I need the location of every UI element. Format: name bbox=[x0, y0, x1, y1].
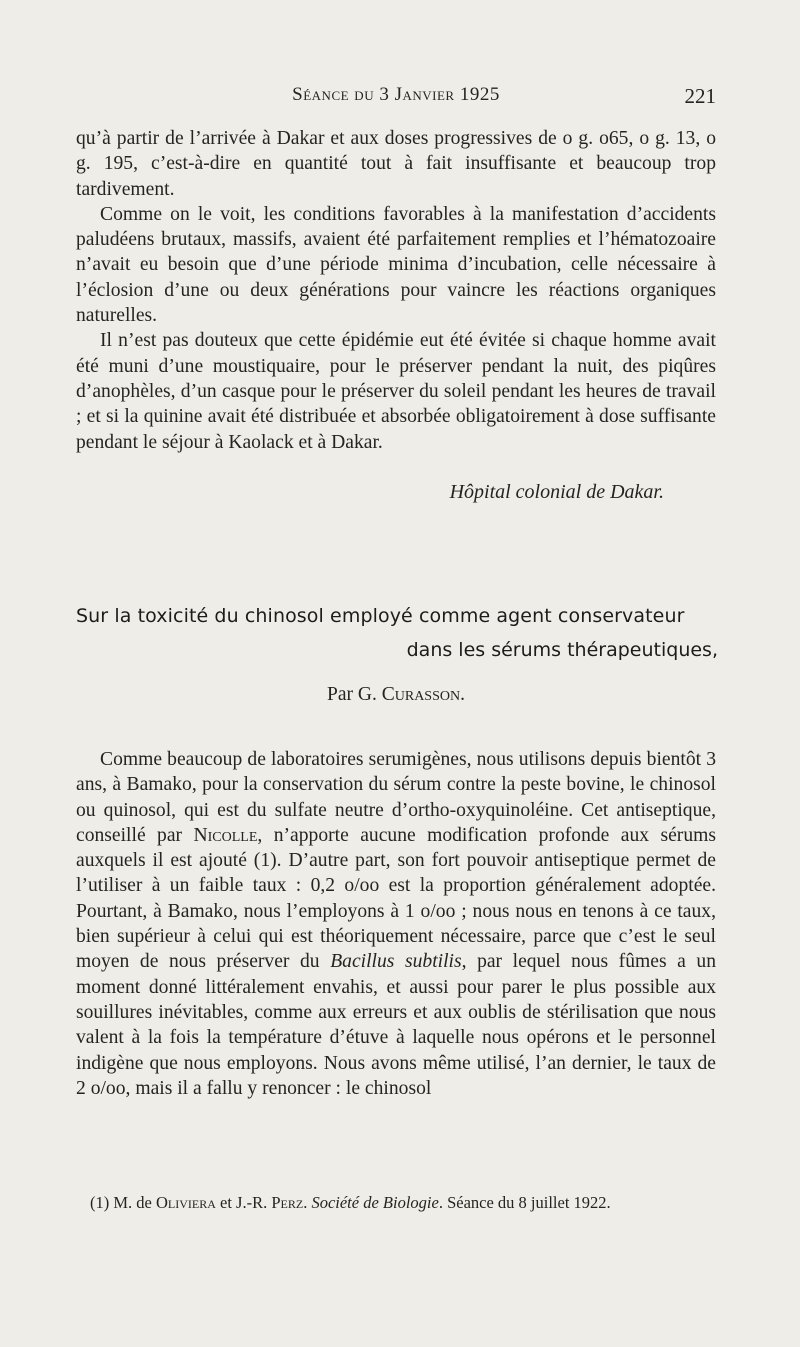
signature: Hôpital colonial de Dakar. bbox=[449, 481, 664, 503]
article-body bbox=[76, 747, 716, 1101]
paragraph: Il n’est pas douteux que cette épidémie eut été évitée si chaque homme avait été muni d’une moustiquaire, pour le préserver pendant la nuit, des piqûres d’anophèles, d’un casque pour le préserver du soleil pendant les heures de travail ; et si la quinine avait été distribuée et absorbée obligatoirement à dose suffisante pendant le séjour à Kaolack et à Dakar. bbox=[76, 330, 716, 453]
footnote bbox=[90, 1192, 716, 1214]
article-title bbox=[76, 599, 718, 667]
author-byline bbox=[76, 684, 716, 706]
title-line-2: dans les sérums thérapeutiques, bbox=[406, 639, 718, 661]
cited-name: Nicolle bbox=[193, 824, 258, 846]
running-head: Séance du 3 Janvier 1925 bbox=[292, 84, 500, 105]
body-text: , n’apporte aucune modification profonde aux sérums auxquels il est ajouté (1). D’autre part, son fort pouvoir antiseptique permet de l’utiliser à un faible taux : 0,2 o/oo est la proportion généralement adoptée. Pourtant, à Bamako, nous l’employons à 1 o/oo ; nous nous en tenons à ce taux, bien supérieur à celui qui est théoriquement nécessaire, parce que c’est le seul moyen de nous préserver du bbox=[76, 824, 716, 973]
paragraph bbox=[76, 747, 716, 1101]
footnote-text: et J.-R. bbox=[215, 1193, 272, 1212]
footnote-text: . Séance du 8 juillet 1922. bbox=[438, 1193, 611, 1212]
footnote-author: Perz bbox=[271, 1193, 304, 1212]
page-header bbox=[76, 84, 716, 114]
species-name: Bacillus subtilis bbox=[330, 951, 462, 973]
footnote-journal: Société de Biologie bbox=[311, 1193, 439, 1212]
author-name: Curasson. bbox=[381, 684, 465, 705]
paragraph: Comme on le voit, les conditions favorables à la manifestation d’accidents paludéens brutaux, massifs, avaient été parfaitement remplies et l’hématozoaire n’avait eu besoin que d’une période minima d’incubation, celle nécessaire à l’éclosion d’une ou deux générations pour vaincre les réactions organiques naturelles. bbox=[76, 203, 716, 327]
author-prefix: Par G. bbox=[327, 684, 382, 705]
page-number: 221 bbox=[684, 84, 716, 108]
footnote-author: Oliviera bbox=[155, 1193, 216, 1212]
footnote-text: (1) M. de bbox=[90, 1193, 156, 1212]
footnote-text: . bbox=[303, 1193, 312, 1212]
continuation-text bbox=[76, 126, 716, 455]
body-text: Comme beaucoup de laboratoires serumigènes, nous utilisons depuis bientôt 3 ans, à Bamako, pour la conservation du sérum contre la peste bovine, le chinosol ou quinosol, qui est du sulfate neutre d’ortho-oxyquinoléine. Cet antiseptique, conseillé par bbox=[76, 749, 716, 846]
paragraph: qu’à partir de l’arrivée à Dakar et aux doses progressives de o g. o65, o g. 13, o g. 195, c’est-à-dire en quantité tout à fait insuffisante et beaucoup trop tardivement. bbox=[76, 128, 716, 200]
body-text: , par lequel nous fûmes a un moment donné littéralement envahis, et aussi pour parer le plus possible aux souillures inévitables, comme aux erreurs et aux oublis de stérilisation que nous valent à la fois la température d’étuve à laquelle nous opérons et le personnel indigène que nous employons. Nous avons même utilisé, l’an dernier, le taux de 2 o/oo, mais il a fallu y renoncer : le chinosol bbox=[76, 951, 717, 1099]
title-line-1: Sur la toxicité du chinosol employé comme agent conservateur bbox=[76, 605, 685, 627]
